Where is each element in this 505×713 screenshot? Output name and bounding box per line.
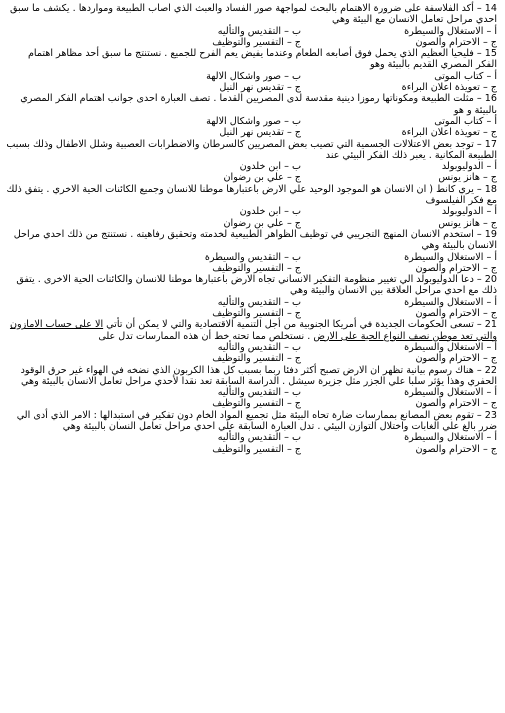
- option-a: أ – كتاب الموتى: [434, 70, 497, 82]
- underlined-text: الا على حساب الامازون والتي تعد موطن نصف النواع الحية على الارض: [9, 319, 497, 342]
- option-b: ب – التقديس والتأليه: [217, 25, 301, 37]
- option-c: ج – الاحترام والصون: [415, 443, 497, 455]
- option-d: ج – التفسير والتوظيف: [212, 262, 301, 274]
- question-16: [6, 93, 497, 138]
- option-a: أ – كتاب الموتى: [434, 115, 497, 127]
- option-d: ج – علي بن رضوان: [223, 217, 301, 229]
- option-c: ج – الاحترام والصون: [415, 398, 497, 410]
- option-c: ج – الاحترام والصون: [415, 353, 497, 365]
- options-row: [6, 342, 497, 353]
- options-row: [6, 172, 497, 183]
- question-stem: 15 – فليحيا العظيم الذي يحمل فوق أصابعه الطعام وعندما يفيض يعم الفرح للجميع . نستنتج ما سبق أحد مظاهر اهتمام الفكر المصري القديم بالبيئة وهو: [27, 48, 497, 71]
- option-c: ج – هانز يونس: [438, 217, 497, 229]
- option-a: أ – الاستغلال والسيطرة: [404, 296, 497, 308]
- options-row: [6, 444, 497, 455]
- option-b: ب – ابن خلدون: [239, 161, 301, 173]
- option-b: ب – التقديس والسيطرة: [204, 251, 301, 263]
- option-c: ج – الاحترام والصون: [415, 308, 497, 320]
- question-stem: 20 – دعا الدوليوبولد الي تغيير منظومة التفكير الانساني تجاه الارض باعتبارها موطنا للانسان والكائنات الحية الاخرى . يتفق ذلك مع احدي مراحل العلاقة بين الانسان والبيئة وهي: [16, 274, 497, 297]
- question-stem: 16 – مثلت الطبيعة ومكوناتها رموزا دينية مقدسة لدى المصريين القدما . تصف العبارة احدى جوانب اهتمام الفكر المصري بالبيئة و هو: [20, 93, 497, 116]
- question-stem: 18 – يري كانط ( ان الانسان هو الموجود الوحيد علي الارض باعتبارها موطنا للانسان وجميع الكائنات الحية الاخري . يتفق ذلك مع فكر الفيلسوف: [6, 183, 497, 207]
- option-b: ب – صور واشكال الالهة: [206, 115, 301, 127]
- option-d: ج – التفسير والتوظيف: [212, 398, 301, 410]
- options-row: [6, 353, 497, 364]
- options-row: [6, 432, 497, 443]
- option-d: ج – التفسير والتوظيف: [212, 443, 301, 455]
- option-b: ب – التقديس والتأليه: [217, 296, 301, 308]
- options-row: [6, 116, 497, 127]
- question-stem: 22 – هناك رسوم بيانية تظهر ان الارض تصبح أكثر دفئا ربما بسبب كل هذا الكربون الذي نضخه في الهواء غير حرق الوقود الحفري وهذا يؤثر سلبا علي الجزر مثل جزيرة سيشل . الدراسة السابقة تعد نقدا لأحدي مراحل تعامل الانسان بالبيئة وهي: [20, 364, 497, 387]
- options-row: [6, 297, 497, 308]
- options-row: [6, 308, 497, 319]
- option-a: أ – الاستغلال والسيطرة: [404, 387, 497, 399]
- options-row: [6, 71, 497, 82]
- option-a: أ – الاستغلال والسيطرة: [404, 251, 497, 263]
- option-a: أ – الدوليوبولد: [441, 161, 497, 173]
- option-a: أ – الاستغلال والسيطرة: [404, 432, 497, 444]
- options-row: [6, 387, 497, 398]
- option-d: ج – التفسير والتوظيف: [212, 308, 301, 320]
- option-a: أ – الدوليوبولد: [441, 206, 497, 218]
- question-23: [6, 410, 497, 455]
- option-c: ج – الاحترام والصون: [415, 36, 497, 48]
- options-row: [6, 127, 497, 138]
- options-row: [6, 82, 497, 93]
- question-22: [6, 365, 497, 410]
- option-b: ب – التقديس والتأليه: [217, 432, 301, 444]
- options-row: [6, 218, 497, 229]
- stem-tail: . نستخلص مما تحته خط أن هذه الممارسات تدل على: [98, 330, 314, 342]
- option-d: ج – تقديس نهر النيل: [219, 82, 301, 94]
- question-stem: 19 – استخدم الانسان المنهج التجريبي في توظيف الظواهر الطبيعية لخدمته وتحقيق رفاهيته . نستنتج من ذلك احدي مراحل الانسان بالبيئة وهي: [13, 228, 497, 252]
- options-row: [6, 206, 497, 217]
- option-c: ج – تعويذة اعلان البراءة: [401, 82, 497, 94]
- question-stem: 23 – تقوم بعض المصانع بممارسات ضارة تحاه البيئة مثل تجميع المواد الخام دون تفكير في استبدالها : الامر الذي أدى الي ضرر بالغ علي الغابات واختلال التوازن البيئي . تدل العبارة السابقة علي احدي مراحل تعامل النسان بالبيئة وهي: [16, 409, 497, 432]
- options-row: [6, 398, 497, 409]
- question-19: [6, 229, 497, 274]
- stem-text: 21 – تسعى الحكومات الجديدة في أمريكا الجنوبية من أجل التنمية الاقتصادية والتي لا يمكن أن تأتي: [103, 319, 497, 331]
- question-17: [6, 139, 497, 184]
- option-c: ج – تعويذة اعلان البراءة: [401, 127, 497, 139]
- options-row: [6, 26, 497, 37]
- option-d: ج – التفسير والتوظيف: [212, 353, 301, 365]
- question-21: [6, 319, 497, 364]
- options-row: [6, 263, 497, 274]
- option-c: ج – هانز يونس: [438, 172, 497, 184]
- options-row: [6, 37, 497, 48]
- question-15: [6, 48, 497, 93]
- option-d: ج – تقديس نهر النيل: [219, 127, 301, 139]
- option-b: ب – التقديس والتأليه: [217, 387, 301, 399]
- option-a: أ – الاستغلال والسيطرة: [404, 25, 497, 37]
- option-b: ب – صور واشكال الالهة: [206, 70, 301, 82]
- option-c: ج – الاحترام والصون: [415, 262, 497, 274]
- option-b: ب – ابن خلدون: [239, 206, 301, 218]
- question-stem: 14 – أكد الفلاسفة على ضرورة الاهتمام بالبحث لمواجهة صور الفساد والعبث الذي اصاب الطبيعة ومواردها . يكشف ما سبق احدي مراحل تعامل الانسان مع البيئة وهي: [10, 3, 497, 26]
- option-b: ب – التقديس والتأليه: [217, 341, 301, 353]
- options-row: [6, 252, 497, 263]
- question-14: [6, 3, 497, 48]
- option-a: أ – الاستغلال والسيطرة: [404, 341, 497, 353]
- option-d: ج – علي بن رضوان: [223, 172, 301, 184]
- question-stem: [6, 319, 497, 342]
- question-stem: 17 – توجد بعض الاعتلالات الجسمية التي تصيب بعض المصريين كالسرطان والاضطرابات العصبية وشلل الاطفال وذلك بسبب الطبيعة المكانية . يعبر ذلك الفكر البيئي عند: [6, 138, 497, 161]
- question-18: [6, 184, 497, 229]
- question-20: [6, 274, 497, 319]
- option-d: ج – التفسير والتوظيف: [212, 36, 301, 48]
- options-row: [6, 161, 497, 172]
